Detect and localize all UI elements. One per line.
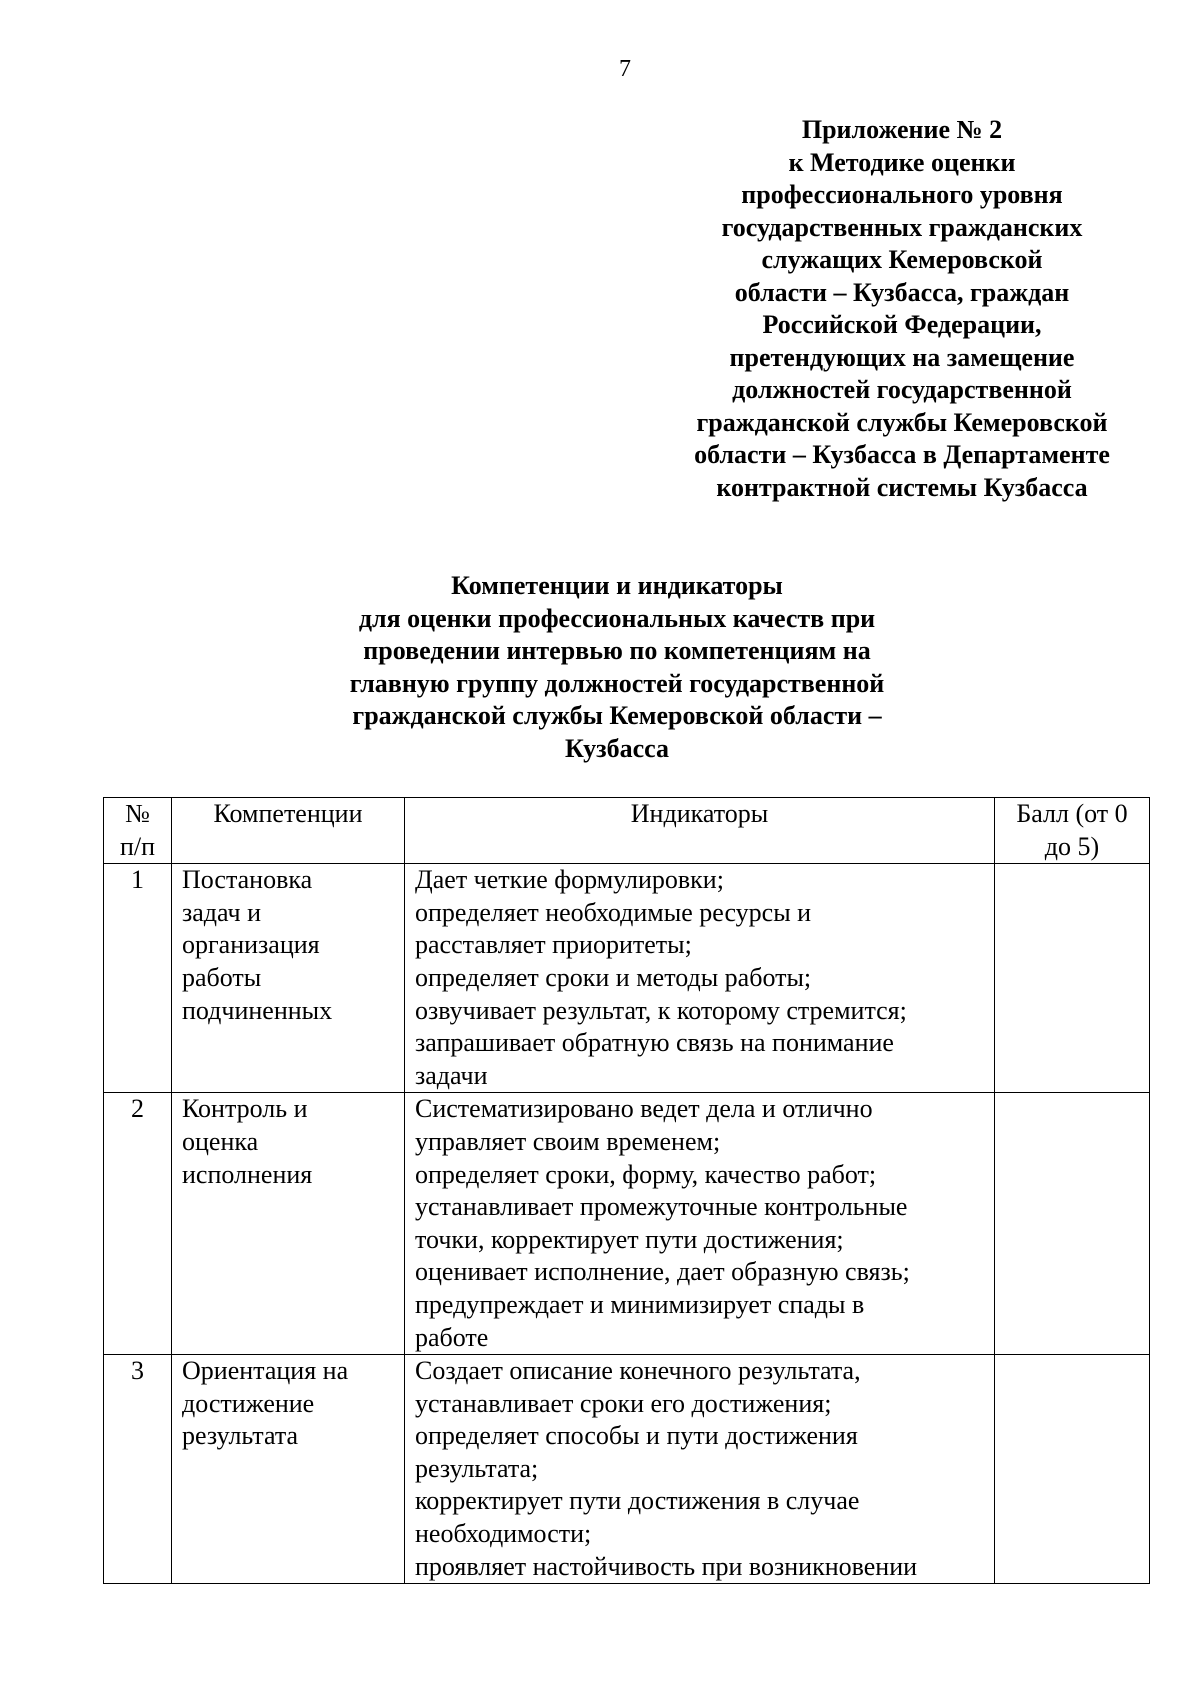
title-line: Кузбасса [564,733,670,763]
competence-line: Ориентация на [182,1356,349,1386]
indicator-line: задачи [415,1060,488,1090]
appendix-line: Приложение № 2 [801,115,1003,144]
appendix-line: профессионального уровня [741,180,1063,209]
row-score-cell [995,1355,1150,1584]
indicator-line: устанавливает сроки его достижения; [415,1388,832,1418]
row-indicators [405,1093,995,1355]
row-indicators [405,864,995,1093]
table-header-row [104,798,1150,864]
page-number: 7 [619,56,631,82]
title-line: главную группу должностей государственной [349,668,885,698]
indicator-line: определяет сроки и методы работы; [415,962,812,992]
appendix-line: контрактной системы Кузбасса [716,472,1088,502]
competence-line: Контроль и [182,1094,308,1124]
indicator-line: предупреждает и минимизирует спады в [415,1289,865,1319]
header-indicators-line: Индикаторы [630,799,769,828]
row-competence [172,864,405,1093]
header-score [995,798,1150,864]
row-indicators [405,1355,995,1584]
header-score-line: до 5) [1044,831,1100,861]
indicator-line: необходимости; [415,1519,592,1549]
competencies-table [103,797,1150,1584]
indicator-line: оценивает исполнение, дает образную связь; [415,1257,910,1287]
indicator-line: Систематизировано ведет дела и отлично [415,1094,873,1124]
indicator-line: точки, корректирует пути достижения; [415,1224,844,1254]
indicator-line: запрашивает обратную связь на понимание [415,1028,894,1058]
indicator-line: управляет своим временем; [415,1126,721,1156]
competence-line: исполнения [182,1159,313,1189]
indicator-line: Создает описание конечного результата, [415,1356,861,1386]
row-number: 2 [104,1093,172,1355]
table-row [104,1355,1150,1584]
indicator-line: результата; [415,1453,539,1483]
row-number: 3 [104,1355,172,1584]
header-competence-line: Компетенции [213,799,363,828]
row-score-cell [995,864,1150,1093]
title-line: проведении интервью по компетенциям на [363,636,871,665]
table-row [104,864,1150,1093]
row-competence [172,1093,405,1355]
indicator-line: определяет способы и пути достижения [415,1421,858,1451]
header-score-line: Балл (от 0 [1016,799,1128,828]
appendix-line: служащих Кемеровской [761,245,1043,274]
indicator-line: определяет сроки, форму, качество работ; [415,1159,877,1189]
title-line: для оценки профессиональных качеств при [358,603,876,633]
row-number: 1 [104,864,172,1093]
competence-line: оценка [182,1126,259,1156]
indicator-line: расставляет приоритеты; [415,930,692,960]
competence-line: подчиненных [182,995,333,1025]
header-competence [172,798,405,864]
appendix-line: гражданской службы Кемеровской [696,407,1108,437]
indicator-line: работе [415,1322,489,1352]
competence-line: организация [182,930,320,960]
competence-line: достижение [182,1388,315,1418]
indicator-line: устанавливает промежуточные контрольные [415,1192,908,1222]
indicator-line: проявляет настойчивость при возникновении [415,1551,918,1581]
competence-line: задач и [182,897,262,927]
appendix-line: области – Кузбасса, граждан [734,277,1070,307]
appendix-line: государственных гражданских [721,212,1083,242]
competence-line: Постановка [182,865,313,895]
competence-line: результата [182,1421,299,1451]
appendix-line: к Методике оценки [788,147,1016,177]
competence-line: работы [182,962,262,992]
appendix-heading [668,114,1136,504]
indicator-line: озвучивает результат, к которому стремится; [415,995,907,1025]
appendix-line: претендующих на замещение [729,342,1075,372]
indicator-line: корректирует пути достижения в случае [415,1486,860,1516]
row-competence [172,1355,405,1584]
title-line: гражданской службы Кемеровской области – [352,701,882,730]
header-number [104,798,172,864]
appendix-line: должностей государственной [732,375,1072,404]
document-title [252,570,982,765]
header-number-line: № [125,799,150,828]
row-score-cell [995,1093,1150,1355]
appendix-line: Российской Федерации, [762,310,1042,339]
appendix-line: области – Кузбасса в Департаменте [694,440,1110,469]
header-indicators [405,798,995,864]
indicator-line: Дает четкие формулировки; [415,865,724,895]
table-row [104,1093,1150,1355]
header-number-line: п/п [119,831,156,861]
title-line: Компетенции и индикаторы [451,571,783,600]
indicator-line: определяет необходимые ресурсы и [415,897,812,927]
